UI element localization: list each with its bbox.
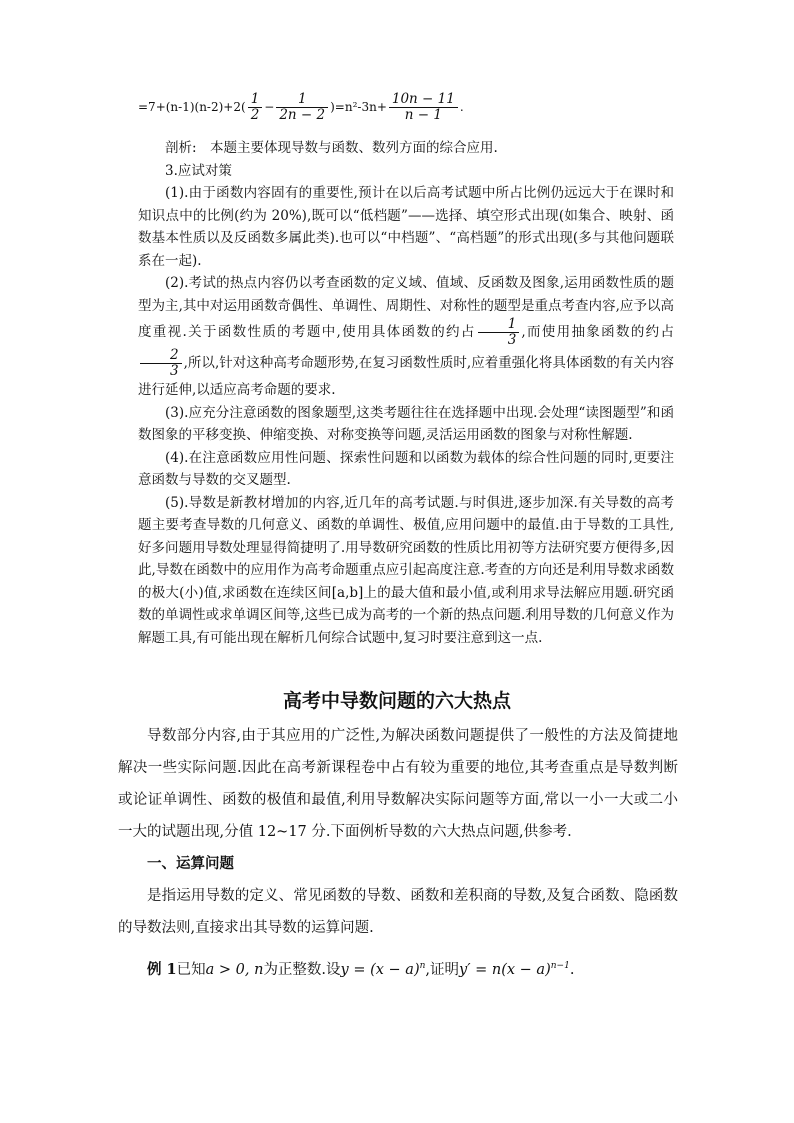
formula-mid: )=n²-3n+: [330, 100, 387, 114]
strategy-item-5: (5).导数是新教材增加的内容,近几年的高考试题.与时俱进,逐步加深.有关导数的高考题主要考查导数的几何意义、函数的单调性、极值,应用问题中的最值.由于导数的工具性,好多问题用导数处理显得简捷明了.用导数研究函数的性质比用初等方法研究要方便得多,因此,导数在函数中的应用作为高考命题重点应引起高度注意.考查的方向还是利用导数求函数的极大(小)值,求函数在连续区间[a,b]上的最大值和最小值,或利用求导法解应用题.研究函数的单调性或求单调区间等,这些已成为高考的一个新的热点问题.利用导数的几何意义作为解题工具,有可能出现在解析几何综合试题中,复习时要注意到这一点.: [138, 494, 674, 646]
strategy-item-1: (1).由于函数内容固有的重要性,预计在以后高考试题中所占比例仍远远大于在课时和知识点中的比例(约为 20%),既可以“低档题”——选择、填空形式出现(如集合、映射、函数基本性质以及反函数多属此类).也可以“中档题”、“高档题”的形式出现(多与其他问题联系在一起).: [138, 185, 674, 269]
formula-tail: .: [459, 100, 464, 114]
analysis-text: 剖析: 本题主要体现导数与函数、数列方面的综合应用.: [165, 140, 498, 156]
formula-line: [138, 92, 674, 123]
strategy-section: [138, 137, 674, 649]
strategy-item-4: (4).在注意函数应用性问题、探索性问题和以函数为载体的综合性问题的同时,更要注意函数与导数的交叉题型.: [138, 449, 674, 488]
definition-paragraph: 是指运用导数的定义、常见函数的导数、函数和差积商的导数,及复合函数、隐函数的导数法则,直接求出其导数的运算问题.: [118, 888, 678, 936]
strategy-item-2: (2).考试的热点内容仍以考查函数的定义域、值域、反函数及图象,运用函数性质的题型为主,其中对运用函数奇偶性、单调性、周期性、对称性的题型是重点考查内容,应予以高度重视.关于函数性质的考题中,使用具体函数的约占 $\frac{1}{3}$ ,而使用抽象函数的约占 $\frac{2}{3}$ ,所以,针对这种高考命题形势,在复习函数性质时,应着重强化将具体函数的有关内容进行延伸,以适应高考命题的要求.: [138, 275, 674, 398]
fraction-10n-11-over-n-1: $\frac{10n - 11}{n - 1}$: [389, 92, 458, 123]
formula-minus: −: [264, 100, 275, 114]
fraction-one-half: $\frac{1}{2}$: [248, 92, 263, 123]
intro-paragraph: 导数部分内容,由于其应用的广泛性,为解决函数问题提供了一般性的方法及简捷地解决一些实际问题.因此在高考新课程卷中占有较为重要的地位,其考查重点是导数判断或论证单调性、函数的极值和最值,利用导数解决实际问题等方面,常以一小一大或二小一大的试题出现,分值 12~17 分.下面例析导数的六大热点问题,供参考.: [118, 728, 678, 840]
article-body: [118, 720, 678, 986]
heading-operation-problems: 一、运算问题: [147, 855, 234, 872]
formula-lead: =7+(n-1)(n-2)+2(: [138, 100, 246, 114]
strategy-item-3: (3).应充分注意函数的图象题型,这类考题往往在选择题中出现.会处理“读图题型”和函数图象的平移变换、伸缩变换、对称变换等问题,灵活运用函数的图象与对称性解题.: [138, 404, 674, 443]
fraction-one-over-2n-2: $\frac{1}{2n - 2}$: [276, 92, 328, 123]
fraction-two-thirds: $\frac{2}{3}$: [140, 348, 182, 379]
article-title: 高考中导数问题的六大热点: [282, 690, 511, 712]
example-label: 例 1: [147, 960, 177, 978]
section3-heading: 3.应试对策: [165, 162, 232, 179]
fraction-one-third: $\frac{1}{3}$: [478, 317, 520, 348]
example-1: 例 1已知a > 0, n为正整数.设$y = (x - a)^n$,证明$y' = n(x - a)^{n-1}$.: [147, 960, 575, 978]
